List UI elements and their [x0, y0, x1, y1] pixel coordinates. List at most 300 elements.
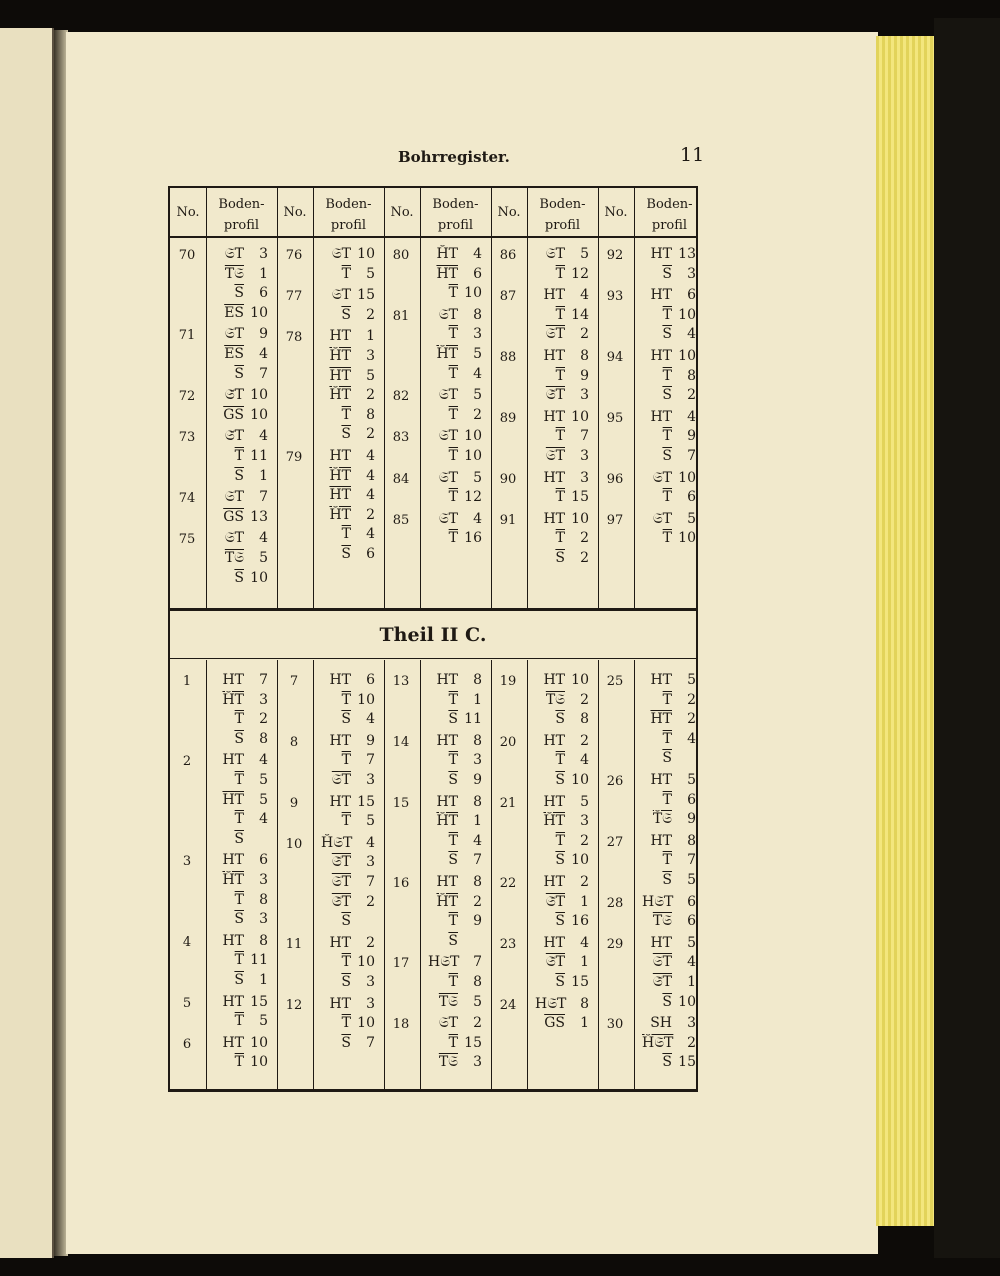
soil-code: $\overline{T}$	[234, 1013, 244, 1030]
soil-code: $\overline{T}$	[448, 974, 458, 990]
entry-number: 94	[606, 350, 624, 365]
soil-code: $\overline{T}$	[555, 367, 565, 384]
soil-code: HT	[543, 348, 565, 364]
soil-code: $\overline{T}$	[341, 691, 351, 708]
soil-layer	[535, 307, 591, 323]
soil-code: $\overline{T}$	[662, 730, 672, 747]
soil-layer	[321, 287, 377, 303]
soil-depth: 2	[473, 1015, 482, 1032]
soil-depth: 5	[687, 510, 696, 527]
header-profile-line2: profil	[651, 218, 688, 233]
column-rule	[313, 660, 314, 1090]
soil-layer	[535, 266, 591, 282]
soil-layer	[535, 550, 591, 566]
soil-depth: 10	[571, 772, 589, 788]
soil-layer	[214, 468, 270, 484]
soil-code: 𝔖T	[224, 489, 244, 506]
soil-depth: 8	[473, 874, 482, 890]
soil-layer	[321, 692, 377, 708]
soil-layer	[214, 428, 270, 444]
soil-code: $\overline{S}$	[234, 365, 244, 382]
entry-number: 17	[392, 956, 410, 972]
soil-layer	[535, 794, 591, 810]
entry-number: 97	[606, 512, 624, 528]
soil-layer	[214, 1035, 270, 1051]
soil-depth: 15	[357, 793, 375, 810]
soil-code: 𝔖T	[331, 287, 351, 304]
soil-code: 𝔖̆T	[224, 428, 244, 445]
header-no: No.	[176, 205, 200, 220]
soil-layer	[535, 1015, 591, 1031]
soil-depth: 3	[687, 1015, 696, 1032]
soil-layer	[214, 509, 270, 525]
soil-code: $\overline{HT}$	[222, 791, 244, 808]
soil-depth: 4	[259, 428, 268, 445]
soil-depth: 3	[259, 246, 268, 262]
soil-depth: 2	[580, 326, 589, 343]
soil-layer	[428, 954, 484, 970]
soil-code: $\overline{ES}$	[224, 346, 244, 362]
soil-depth: 5	[259, 772, 268, 788]
soil-depth: 12	[571, 265, 589, 282]
soil-depth: 4	[580, 287, 589, 304]
soil-layer	[321, 468, 377, 484]
soil-layer	[535, 894, 591, 910]
soil-layer	[214, 346, 270, 362]
soil-code: 𝔖T	[438, 469, 458, 486]
soil-layer	[642, 731, 698, 747]
soil-depth: 9	[473, 913, 482, 930]
soil-depth: 15	[678, 1054, 696, 1071]
soil-code: 𝔖̄T	[545, 893, 565, 910]
soil-code: $\overline{T}$	[341, 752, 351, 769]
soil-code: $\overline{T}$	[555, 265, 565, 282]
entry-number: 14	[392, 734, 410, 750]
soil-layer	[642, 511, 698, 527]
soil-depth: 6	[687, 287, 696, 304]
soil-code: $\overline{S}$	[555, 711, 565, 728]
soil-code: HT	[329, 934, 351, 951]
soil-depth: 11	[464, 711, 482, 728]
soil-layer	[642, 368, 698, 384]
soil-code: T𝔖	[438, 993, 458, 1010]
soil-layer	[428, 346, 484, 362]
soil-depth: 16	[464, 530, 482, 547]
entry-number: 26	[606, 774, 624, 789]
soil-code: HT	[436, 874, 458, 890]
soil-code: 𝔖T	[652, 954, 672, 971]
soil-layer	[321, 794, 377, 810]
soil-code: H̆T	[329, 348, 351, 364]
soil-code: 𝔖T	[438, 428, 458, 445]
column-rule	[527, 188, 528, 608]
section-rule-thin	[170, 658, 696, 659]
soil-layer	[535, 913, 591, 929]
soil-code: $\overline{T}$	[555, 306, 565, 323]
soil-layer	[535, 692, 591, 708]
soil-code: HT	[329, 995, 351, 1012]
soil-depth: 10	[464, 448, 482, 464]
soil-code: $\overline{S}$	[341, 974, 351, 990]
soil-code: $\overline{HT}$	[436, 265, 458, 282]
soil-layer	[428, 326, 484, 342]
soil-code: $\overline{T}$	[555, 832, 565, 849]
soil-code: T̆𝔖	[652, 811, 672, 828]
soil-code: $\overline{S}$	[662, 387, 672, 404]
soil-depth: 9	[473, 772, 482, 788]
entry-number: 70	[178, 248, 196, 263]
soil-layer	[321, 854, 377, 870]
soil-depth: 2	[473, 893, 482, 910]
soil-depth: 3	[580, 813, 589, 830]
soil-layer	[642, 530, 698, 546]
soil-code: H̆T	[222, 691, 244, 708]
header-profile-line1: Boden-	[432, 197, 479, 212]
soil-layer	[321, 407, 377, 423]
soil-layer	[214, 692, 270, 708]
header-profile-line2: profil	[437, 218, 474, 233]
soil-code: 𝔖̄T	[652, 974, 672, 990]
soil-layer	[535, 448, 591, 464]
soil-depth: 3	[473, 752, 482, 769]
soil-depth: 4	[473, 510, 482, 527]
soil-layer	[428, 530, 484, 546]
soil-layer	[321, 733, 377, 749]
soil-depth: 7	[473, 852, 482, 869]
soil-layer	[321, 368, 377, 384]
soil-code: HT	[436, 732, 458, 749]
soil-code: T𝔖	[652, 913, 672, 930]
soil-depth: 6	[687, 893, 696, 910]
soil-code: 𝔖T	[224, 326, 244, 343]
entry-number: 83	[392, 430, 410, 446]
soil-layer	[642, 974, 698, 990]
soil-layer	[321, 387, 377, 403]
soil-depth: 6	[687, 791, 696, 808]
soil-depth: 8	[687, 832, 696, 849]
soil-depth: 5	[366, 813, 375, 830]
soil-code: HT	[543, 934, 565, 951]
entry-number: 30	[606, 1017, 624, 1033]
soil-depth: 3	[687, 265, 696, 282]
soil-layer	[214, 731, 270, 747]
entry-number: 6	[182, 1036, 192, 1052]
soil-code: $\overline{S}$	[234, 467, 244, 484]
soil-depth: 6	[687, 489, 696, 506]
soil-depth: 4	[366, 526, 375, 543]
soil-code: $\overline{T}$	[234, 952, 244, 969]
soil-code: $\overline{GS}$	[223, 508, 244, 525]
soil-layer	[428, 246, 484, 262]
soil-code: H𝔖T	[535, 995, 567, 1012]
soil-depth: 7	[366, 1034, 375, 1051]
soil-code: $\overline{GS}$	[223, 406, 244, 423]
soil-code: $\overline{T}$	[448, 448, 458, 464]
soil-layer	[535, 935, 591, 951]
soil-depth: 2	[687, 711, 696, 728]
entry-number: 71	[178, 328, 196, 344]
soil-code: $\overline{T}$	[448, 285, 458, 302]
soil-layer	[642, 266, 698, 282]
entry-number: 84	[392, 471, 410, 487]
column-rule	[420, 660, 421, 1090]
soil-code: H̆T	[329, 387, 351, 404]
soil-code: $\overline{T}$	[341, 954, 351, 971]
soil-layer	[428, 366, 484, 382]
soil-depth: 2	[259, 711, 268, 728]
soil-layer	[214, 326, 270, 342]
soil-code: $\overline{T}$	[341, 1015, 351, 1032]
soil-layer	[214, 570, 270, 586]
soil-code: 𝔖T	[652, 469, 672, 486]
soil-code: H̆𝔖T	[642, 1034, 674, 1051]
entry-number: 5	[182, 995, 192, 1011]
soil-layer	[535, 833, 591, 849]
soil-depth: 1	[366, 328, 375, 345]
soil-code: 𝔖T	[331, 772, 351, 788]
soil-depth: 8	[580, 995, 589, 1012]
soil-code: $\overline{T}$	[234, 711, 244, 728]
soil-depth: 2	[366, 426, 375, 443]
soil-layer	[642, 792, 698, 808]
soil-layer	[214, 852, 270, 868]
page-edges	[876, 36, 934, 1226]
soil-layer	[214, 994, 270, 1010]
soil-layer	[535, 489, 591, 505]
soil-depth: 9	[580, 367, 589, 384]
soil-code: H𝔖T	[642, 893, 674, 910]
soil-code: $\overline{S}$	[448, 852, 458, 869]
soil-layer	[321, 448, 377, 464]
soil-layer	[428, 974, 484, 990]
soil-code: $\overline{T}$	[234, 772, 244, 788]
soil-depth: 1	[687, 974, 696, 990]
header-no: No.	[497, 205, 521, 220]
soil-depth: 4	[259, 811, 268, 828]
soil-layer	[642, 326, 698, 342]
column-rule	[206, 660, 207, 1090]
soil-depth: 7	[259, 365, 268, 382]
soil-depth: 4	[473, 832, 482, 849]
entry-number: 85	[392, 512, 410, 528]
soil-depth: 10	[464, 428, 482, 445]
soil-layer	[642, 1035, 698, 1051]
soil-code: $\overline{T}$	[555, 530, 565, 547]
soil-layer	[535, 711, 591, 727]
soil-code: $\overline{T}$	[662, 530, 672, 547]
soil-layer	[321, 913, 377, 929]
entry-number: 72	[178, 389, 196, 405]
soil-code: $\overline{S}$	[555, 852, 565, 869]
soil-depth: 13	[250, 508, 268, 525]
soil-layer	[321, 426, 377, 442]
soil-depth: 3	[366, 854, 375, 871]
soil-layer	[535, 672, 591, 688]
entry-number: 78	[285, 330, 303, 346]
soil-depth: 3	[366, 772, 375, 788]
soil-depth: 5	[366, 265, 375, 282]
entry-number: 80	[392, 248, 410, 263]
soil-depth: 5	[473, 469, 482, 486]
soil-layer	[535, 874, 591, 890]
header-no: No.	[283, 205, 307, 220]
soil-depth: 12	[464, 489, 482, 506]
column-rule	[491, 660, 492, 1090]
soil-depth: 3	[580, 387, 589, 404]
soil-layer	[535, 733, 591, 749]
soil-depth: 2	[580, 732, 589, 749]
soil-code: $\overline{T}$	[662, 306, 672, 323]
soil-depth: 10	[250, 1054, 268, 1071]
soil-layer	[321, 935, 377, 951]
soil-layer	[321, 1015, 377, 1031]
soil-code: 𝔖T	[438, 387, 458, 404]
entry-number: 9	[289, 795, 299, 811]
column-rule	[420, 188, 421, 608]
soil-depth: 4	[259, 346, 268, 362]
soil-layer	[642, 1054, 698, 1070]
soil-code: H̆T	[436, 893, 458, 910]
entry-number: 16	[392, 876, 410, 891]
soil-depth: 9	[259, 326, 268, 343]
soil-code: 𝔖T	[331, 246, 351, 262]
soil-depth: 2	[366, 893, 375, 910]
page-number: 11	[680, 144, 705, 166]
soil-layer	[321, 711, 377, 727]
soil-depth: 2	[580, 832, 589, 849]
soil-layer	[642, 772, 698, 788]
soil-depth: 1	[473, 813, 482, 830]
section-title: Theil II C.	[379, 624, 487, 646]
soil-code: $\overline{T}$	[234, 891, 244, 908]
soil-depth: 4	[473, 365, 482, 382]
soil-code: $\overline{GS}$	[544, 1015, 565, 1032]
soil-code: HT	[650, 934, 672, 951]
soil-code: 𝔖̆T	[224, 387, 244, 404]
left-page-edge	[0, 28, 54, 1258]
soil-layer	[642, 470, 698, 486]
soil-code: $\overline{S}$	[555, 913, 565, 930]
soil-layer	[535, 368, 591, 384]
soil-code: $\overline{T}$	[662, 489, 672, 506]
soil-depth: 4	[366, 448, 375, 464]
entry-number: 24	[499, 997, 517, 1013]
soil-code: HT	[650, 832, 672, 849]
soil-depth: 5	[473, 387, 482, 404]
soil-layer	[321, 813, 377, 829]
entry-number: 28	[606, 895, 624, 911]
soil-layer	[428, 448, 484, 464]
soil-code: $\overline{S}$	[448, 772, 458, 788]
soil-depth: 8	[473, 732, 482, 749]
entry-number: 3	[182, 854, 192, 870]
soil-depth: 4	[473, 246, 482, 262]
soil-depth: 4	[687, 954, 696, 971]
soil-code: $\overline{T}$	[555, 489, 565, 506]
soil-layer	[642, 852, 698, 868]
entry-number: 73	[178, 430, 196, 446]
soil-layer	[321, 246, 377, 262]
soil-layer	[214, 1013, 270, 1029]
soil-layer	[321, 507, 377, 523]
entry-number: 15	[392, 795, 410, 811]
soil-layer	[214, 752, 270, 768]
soil-depth: 8	[473, 793, 482, 810]
soil-depth: 10	[250, 569, 268, 586]
soil-layer	[428, 407, 484, 423]
soil-layer	[535, 852, 591, 868]
soil-depth: 10	[678, 348, 696, 364]
soil-layer	[428, 1054, 484, 1070]
soil-layer	[321, 974, 377, 990]
soil-code: $\overline{T}$	[341, 813, 351, 830]
soil-code: 𝔖T	[545, 448, 565, 464]
soil-depth: 2	[366, 306, 375, 323]
soil-code: $\overline{T}$	[234, 448, 244, 464]
soil-depth: 4	[259, 752, 268, 769]
soil-layer	[428, 285, 484, 301]
entry-number: 82	[392, 389, 410, 405]
entry-number: 25	[606, 674, 624, 689]
entry-number: 20	[499, 734, 517, 750]
soil-depth: 6	[259, 285, 268, 302]
soil-code: HT	[543, 672, 565, 688]
soil-layer	[535, 813, 591, 829]
soil-layer	[214, 266, 270, 282]
soil-code: T𝔖	[224, 265, 244, 282]
soil-depth: 7	[366, 752, 375, 769]
soil-depth: 3	[473, 326, 482, 343]
header-profile-line2: profil	[330, 218, 367, 233]
soil-layer	[214, 407, 270, 423]
soil-depth: 10	[357, 246, 375, 262]
soil-code: 𝔖T	[438, 510, 458, 527]
soil-layer	[535, 954, 591, 970]
soil-layer	[321, 328, 377, 344]
soil-code: $\overline{S}$	[234, 730, 244, 747]
soil-depth: 1	[580, 954, 589, 971]
soil-layer	[642, 307, 698, 323]
soil-layer	[428, 772, 484, 788]
soil-code: HT	[543, 469, 565, 486]
soil-depth: 4	[366, 487, 375, 504]
soil-code: $\overline{T}$	[662, 691, 672, 708]
soil-layer	[214, 246, 270, 262]
soil-code: 𝔖̄T	[545, 954, 565, 971]
soil-layer	[214, 285, 270, 301]
soil-layer	[428, 813, 484, 829]
soil-code: $\overline{S}$	[662, 993, 672, 1010]
soil-depth: 6	[687, 913, 696, 930]
soil-depth: 10	[357, 691, 375, 708]
soil-code: $\overline{T}$	[448, 832, 458, 849]
soil-depth: 2	[366, 934, 375, 951]
soil-code: HT	[329, 793, 351, 810]
soil-code: 𝔖T	[438, 1015, 458, 1032]
soil-depth: 3	[473, 1054, 482, 1071]
soil-depth: 9	[687, 428, 696, 445]
entry-number: 76	[285, 248, 303, 263]
soil-code: $\overline{T}$	[448, 1034, 458, 1051]
soil-code: $\overline{S}$	[662, 265, 672, 282]
soil-layer	[321, 546, 377, 562]
entry-number: 11	[285, 936, 303, 952]
soil-depth: 10	[678, 469, 696, 486]
soil-layer	[535, 511, 591, 527]
soil-depth: 4	[366, 711, 375, 728]
soil-code: $\overline{T}$	[662, 791, 672, 808]
header-profile	[420, 194, 491, 236]
